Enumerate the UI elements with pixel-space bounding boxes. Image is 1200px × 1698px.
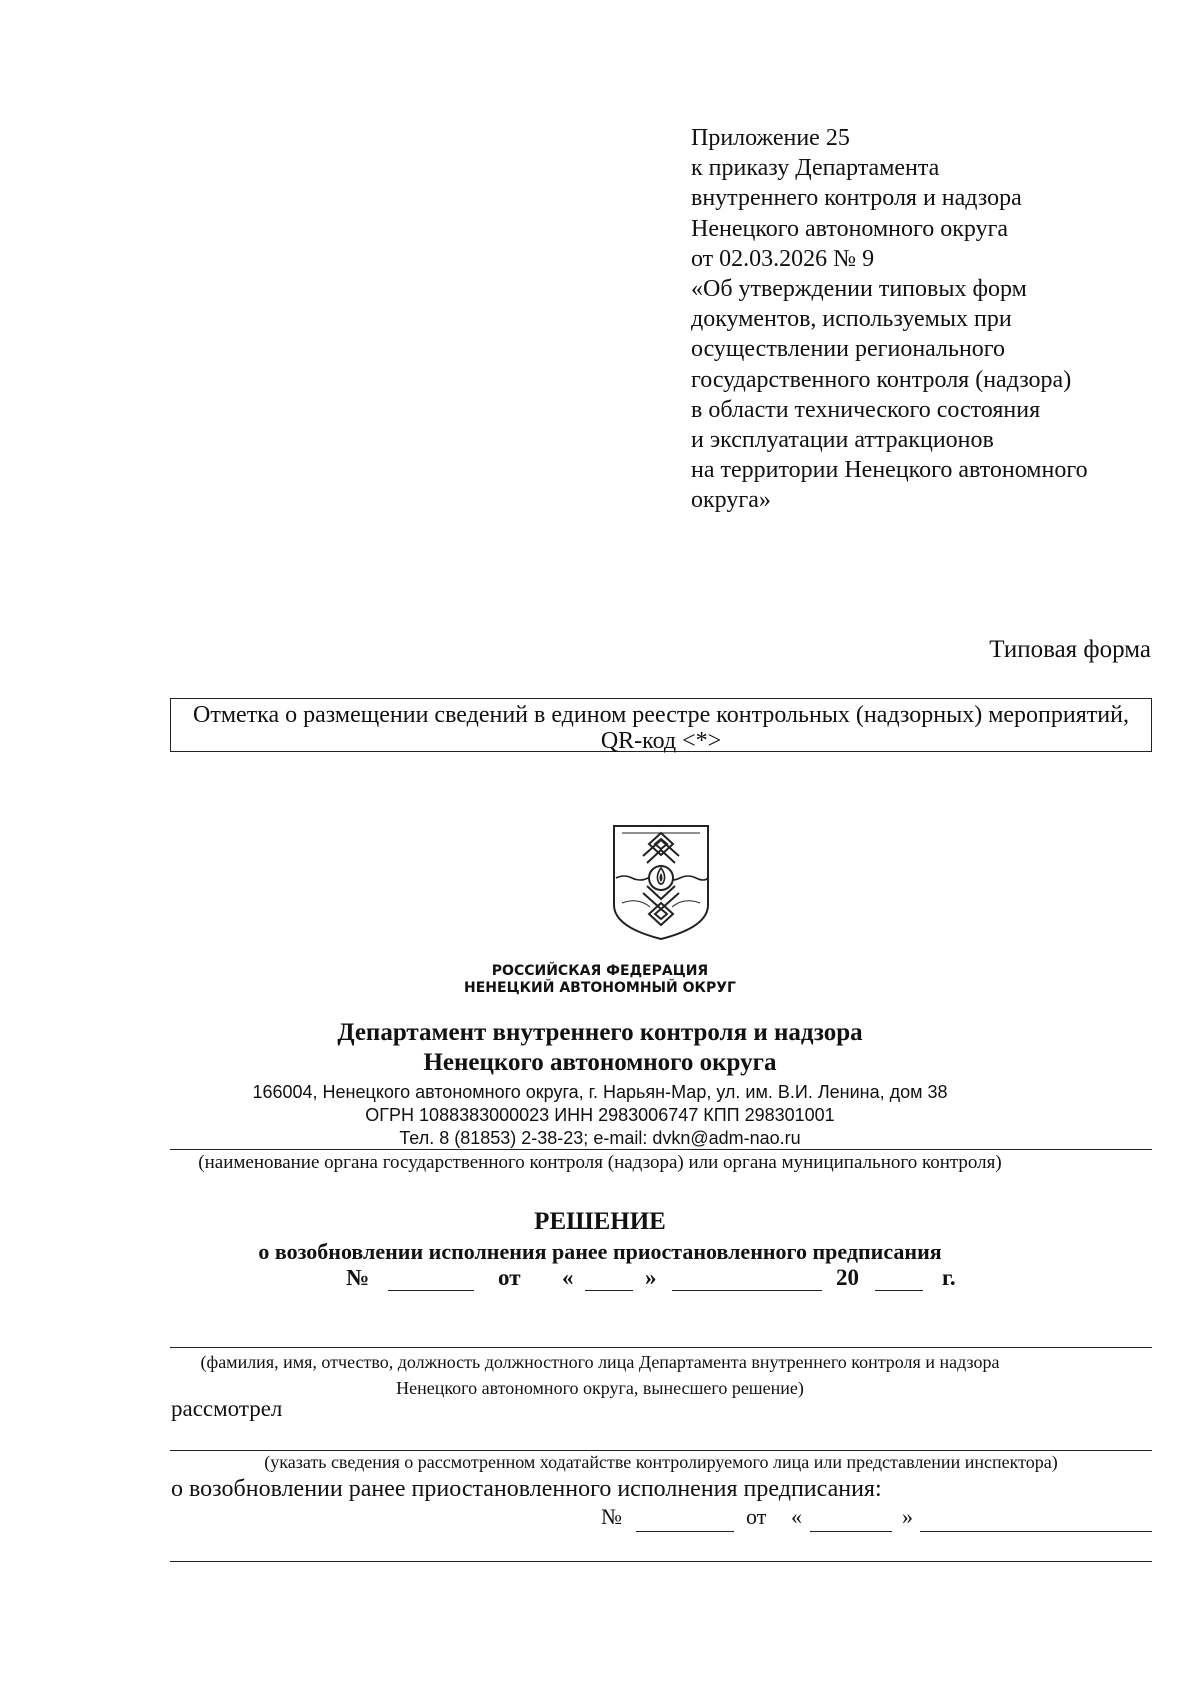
department-phone-email: Тел. 8 (81853) 2-38-23; e-mail: dvkn@adm-nao.ru [399,1128,801,1148]
decision-number-field[interactable] [388,1290,474,1291]
decision-day-field[interactable] [585,1290,633,1291]
coat-of-arms-emblem [610,823,712,941]
resume-statement: о возобновлении ранее приостановленного исполнения предписания: [171,1476,882,1502]
appendix-line: Приложение 25 [691,125,850,151]
appendix-line: к приказу Департамента [691,155,940,182]
decision-from-label: от [498,1265,521,1290]
appendix-line: внутреннего контроля и надзора [691,185,1022,212]
decision-year-prefix: 20 [836,1265,859,1290]
department-line1: Департамент внутреннего контроля и надзора [337,1019,863,1046]
decision-month-field[interactable] [672,1290,822,1291]
department-contacts [0,1081,1200,1150]
department-line2: Ненецкого автономного округа [423,1049,777,1076]
form-type-label: Типовая форма [989,636,1151,663]
prescription-from-label: от [746,1504,767,1529]
registry-box-line1: Отметка о размещении сведений в едином реестре контрольных (надзорных) мероприятий, [193,702,1129,728]
prescription-details-line[interactable] [170,1561,1152,1562]
petition-info-line[interactable] [170,1450,1152,1451]
decision-year-suffix: г. [942,1265,956,1290]
reviewed-label: рассмотрел [171,1396,283,1421]
decision-year-field[interactable] [875,1290,923,1291]
department-address: 166004, Ненецкого автономного округа, г. Нарьян-Мар, ул. им. В.И. Ленина, дом 38 [252,1082,948,1102]
prescription-date-field[interactable] [920,1531,1152,1532]
appendix-line: в области технического состояния [691,396,1041,423]
decision-title: РЕШЕНИЕ [534,1208,666,1235]
petition-caption: (указать сведения о рассмотренном ходатайстве контролируемого лица или представлении инспектора) [264,1452,1058,1472]
appendix-line: «Об утверждении типовых форм [691,276,1027,303]
appendix-line: на территории Ненецкого автономного [691,457,1088,484]
prescription-quote-close: » [902,1504,913,1529]
appendix-line: государственного контроля (надзора) [691,366,1072,393]
official-caption-line1: (фамилия, имя, отчество, должность должностного лица Департамента внутреннего контроля и надзора [200,1352,1000,1372]
region-name: НЕНЕЦКИЙ АВТОНОМНЫЙ ОКРУГ [464,980,736,996]
decision-subtitle: о возобновлении исполнения ранее приостановленного предписания [258,1239,942,1264]
appendix-line: документов, используемых при [691,306,1012,333]
official-caption [0,1349,1200,1401]
official-caption-line2: Ненецкого автономного округа, вынесшего решение) [396,1378,804,1398]
appendix-line: и эксплуатации аттракционов [691,427,994,454]
department-registration: ОГРН 1088383000023 ИНН 2983006747 КПП 298301001 [365,1105,835,1125]
appendix-line: Ненецкого автономного округа [691,215,1009,242]
appendix-block [691,123,1171,516]
prescription-number-field[interactable] [636,1531,734,1532]
country-header [0,963,1200,997]
decision-quote-open: « [562,1265,574,1290]
prescription-day-field[interactable] [810,1531,892,1532]
registry-box-line2: QR-код <*> [600,728,722,754]
decision-quote-close: » [645,1265,657,1290]
official-name-line[interactable] [170,1347,1152,1348]
country-name: РОССИЙСКАЯ ФЕДЕРАЦИЯ [491,963,709,979]
department-name [0,1018,1200,1078]
org-name-caption: (наименование органа государственного контроля (надзора) или органа муниципального контроля) [198,1152,1002,1173]
appendix-line: округа» [691,487,771,514]
appendix-line: осуществлении регионального [691,336,1006,363]
registry-mark-box [170,698,1152,752]
appendix-line: от 02.03.2026 № 9 [691,245,875,272]
decision-number-label: № [346,1265,370,1290]
prescription-quote-open: « [791,1504,802,1529]
org-name-line [170,1149,1152,1150]
prescription-number-label: № [601,1504,622,1529]
